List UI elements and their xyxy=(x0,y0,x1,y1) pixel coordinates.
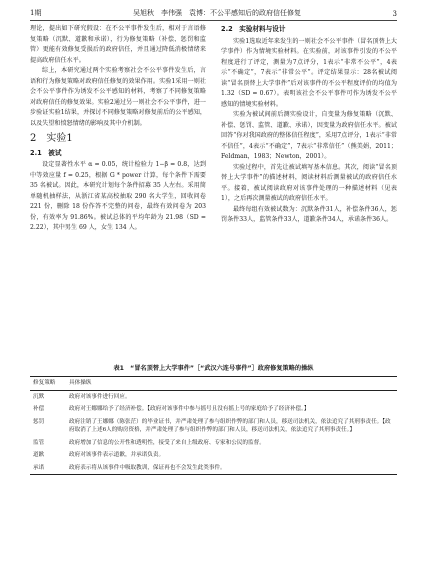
description-cell: 政府对该事件进行回应。 xyxy=(69,393,131,400)
right-column xyxy=(221,24,397,226)
strategy-cell: 沉默 xyxy=(33,393,45,400)
strategy-cell: 承诺 xyxy=(33,464,45,471)
strategy-cell: 监管 xyxy=(33,439,45,446)
page-number: 3 xyxy=(392,10,397,18)
paragraph: 实验1选取近年来发生的一则社会不公平事件（冒名顶替上大学事件）作为情境实验材料。在实验前，对该事件引发的不公平程度进行了评定，测量为7点评分，1表示“非常不公平”，4表示“不确定”，7表示“非常公平”。评定结果显示：28名被试阅读“冒名顶替上大学事件”后对该事件的不公平程度评价的均值为1.32（SD = 0.67）。表明该社会不公平事件可作为诱发不公平感知的情境实验材料。 xyxy=(221,37,397,108)
column-header: 修复策略 xyxy=(33,380,56,386)
table-header-row xyxy=(30,377,397,391)
paragraph: 综上，本研究通过两个实验考察社会不公平事件发生后，言语和行为修复策略对政府信任修复的效果作用。实验1采用一则社会不公平事件作为诱发不公平感知的材料，考察了不同修复策略对政府信任的修复效果。实验2通过另一则社会不公平事件，进一步验证实验1结果，并探讨不同修复策略对修复前后的公平感知，以及失望和愤怒情绪的影响及其中介机制。 xyxy=(30,67,206,127)
column-header: 具体操纵 xyxy=(69,380,92,386)
description-cell: 政府表示将从该事件中吸取教训，保证再也不会发生此类事件。 xyxy=(69,464,226,471)
strategy-table xyxy=(30,376,397,475)
strategy-cell: 道歉 xyxy=(33,452,45,458)
strategy-cell: 惩罚 xyxy=(33,418,45,425)
table-row xyxy=(30,416,397,437)
page-header xyxy=(30,6,397,21)
subsection-title: 2.2 实验材料与设计 xyxy=(221,25,286,33)
table-row xyxy=(30,390,397,403)
paragraph: 设定显著性水平 α = 0.05，统计检验力 1−β = 0.8，达到中等效应量 f = 0.25，根据 G * power 计算，每个条件下需要 35 名被试。因此，本研究计划每个条件招募 35 人左右。采用简单随机抽样法，从浙江省某高校抽取 290 名大学生，回收问卷 221 份，删除 18 份作答不完整的问卷，最终有效问卷为 203 份，有效率为 91.86%。被试总体的平均年龄为 21.98（SD = 2.22），其中男生 69 人，女生 134 人。 xyxy=(30,161,206,231)
paragraph: 实验过程中，首先让被试填写基本信息。其次，阅读“冒名顶替上大学事件”的描述材料，阅读材料后测量被试的政府信任水平。接着，被试阅读政府对该事件处理的一种描述材料（见表1），之后再次测量被试的政府信任水平。 xyxy=(221,163,397,202)
description-cell: 政府对王娜娜给予了经济补偿。【政府对该事件中参与摇号且没有摇上号的家庭给予了经济补偿。】 xyxy=(69,406,310,412)
table-caption: 表1 “冒名顶替上大学事件”［“武汉六连号事件”］政府修复策略的操纵 xyxy=(113,365,314,372)
paragraph: 理论，提出如下研究假设：在不公平事件发生后，相对于言语修复策略（沉默、道歉和承诺），行为修复策略（补偿、惩罚和监管）更能有效修复受损后的政府信任，并且通过降低消极情绪来提高政府信任水平。 xyxy=(30,25,206,64)
description-cell: 政府对该事件表示道歉，并承诺负责。 xyxy=(69,452,165,458)
subsection-title: 2.1 被试 xyxy=(30,148,62,157)
section-title: 2 实验1 xyxy=(30,133,73,144)
table-row xyxy=(30,437,397,450)
strategy-cell: 补偿 xyxy=(33,406,45,412)
description-cell: 政府注销了王娜娜（陈张茫）的毕业证书，并严肃处理了参与组织作弊的部门和人员，移送司法机关，依法追究了其刑事责任。【政府取消了上述6人的购房资格，并严肃处理了参与组织作弊的部门和人员，移送司法机关，依法追究了其刑事责任。】 xyxy=(69,418,391,433)
paragraph: 实验为被试间前后测实验设计，自变量为修复策略（沉默、补偿、惩罚、监管、道歉、承诺），因变量为政府信任水平。被试回答“你对我国政府的整体信任程度”，采用7点评分，1表示“非常不信任”，4表示“不确定”，7表示“非常信任”（熊美娟，2011；Feldman，1983；Newton，2001）。 xyxy=(221,111,397,160)
left-column xyxy=(30,24,206,234)
issue-number: 1期 xyxy=(30,9,42,17)
table-row xyxy=(30,462,397,475)
table-row xyxy=(30,403,397,416)
paragraph: 最终每组有效被试数为：沉默条件31人，补偿条件36人，惩罚条件33人，监管条件33人，道歉条件34人，承诺条件36人。 xyxy=(221,205,397,223)
description-cell: 政府增加了信息的公开性和透明性，接受了来自上级政府、专家和公民的监督。 xyxy=(69,439,265,446)
running-title: 吴旭秋 李伟强 袁博：不公平感知后的政府信任修复 xyxy=(133,9,301,17)
table-row xyxy=(30,449,397,462)
